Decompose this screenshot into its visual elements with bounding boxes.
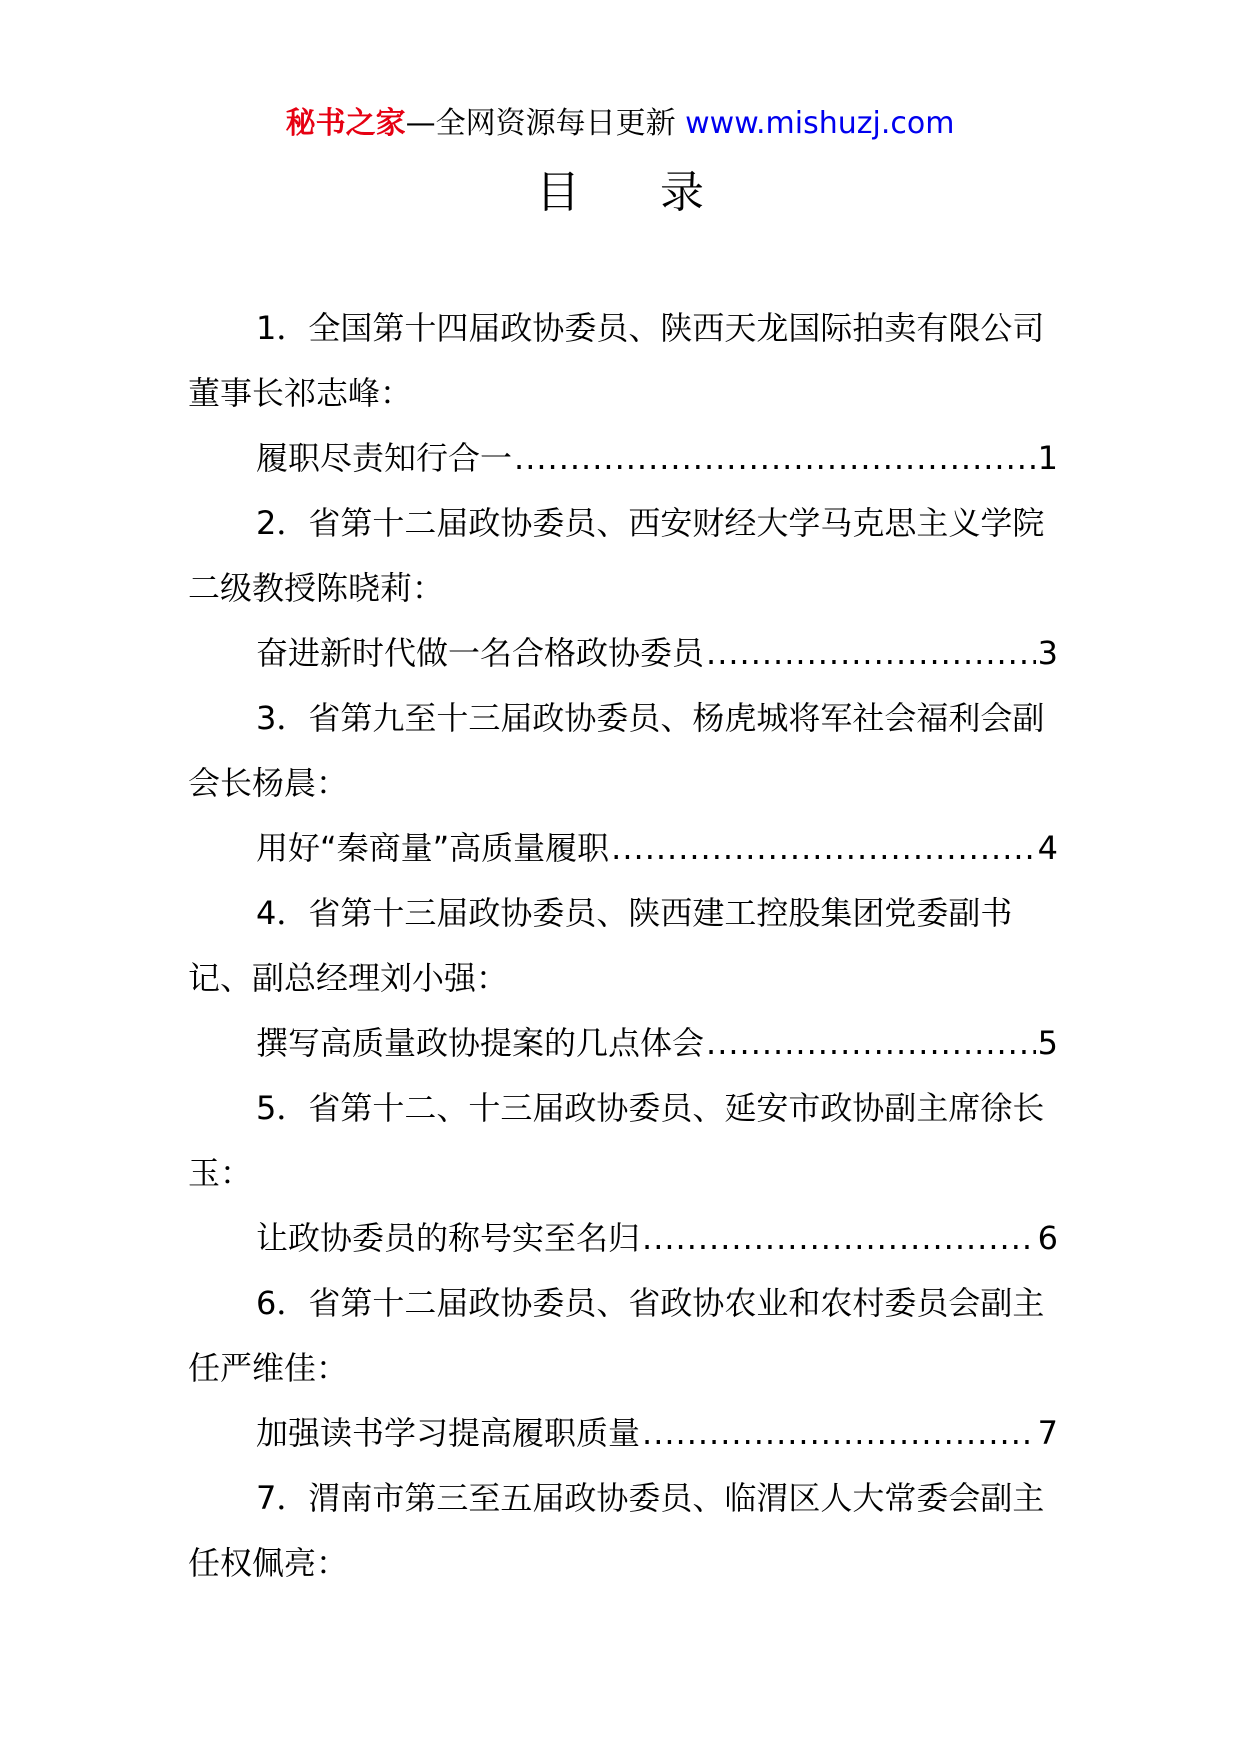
toc-entry-heading: 6．省第十二届政协委员、省政协农业和农村委员会副主任严维佳：: [188, 1284, 1045, 1387]
toc-article-title: 用好“秦商量”高质量履职: [256, 829, 610, 867]
toc-page-number: 1: [1037, 439, 1058, 477]
toc-article-title: 履职尽责知行合一: [256, 439, 513, 477]
toc-entry-link[interactable]: [188, 1206, 1058, 1271]
toc-entry: [188, 1466, 1058, 1596]
toc-entry-heading: 5．省第十二、十三届政协委员、延安市政协副主席徐长玉：: [188, 1089, 1045, 1192]
toc-entry: [188, 686, 1058, 881]
toc-page-number: 4: [1037, 829, 1058, 867]
toc-entry-link[interactable]: [188, 426, 1058, 491]
toc-entry: [188, 491, 1058, 686]
toc-page-number: 3: [1037, 634, 1058, 672]
toc-article-title: 加强读书学习提高履职质量: [256, 1414, 641, 1452]
toc-page-number: 5: [1037, 1024, 1058, 1062]
toc-entry-link[interactable]: [188, 1011, 1058, 1076]
toc-entry-heading: 1．全国第十四届政协委员、陕西天龙国际拍卖有限公司董事长祁志峰：: [188, 309, 1045, 412]
document-title: 目录: [536, 167, 784, 218]
toc-entry-link[interactable]: [188, 816, 1058, 881]
toc-entry: [188, 881, 1058, 1076]
toc-entry-heading: 7．渭南市第三至五届政协委员、临渭区人大常委会副主任权佩亮：: [188, 1479, 1045, 1582]
site-header: [0, 104, 1240, 144]
toc-article-title: 奋进新时代做一名合格政协委员: [256, 634, 705, 672]
toc-entry: [188, 1271, 1058, 1466]
dot-leader: [642, 1401, 1036, 1466]
dot-leader: [642, 1206, 1036, 1271]
site-url-link[interactable]: www.mishuzj.com: [685, 106, 955, 141]
dot-leader: [706, 621, 1036, 686]
toc-entry-link[interactable]: [188, 621, 1058, 686]
toc-entry: [188, 1076, 1058, 1271]
toc-entry-link[interactable]: [188, 1401, 1058, 1466]
toc-article-title: 让政协委员的称号实至名归: [256, 1219, 641, 1257]
toc-page-number: 6: [1037, 1219, 1058, 1257]
toc-entry: [188, 296, 1058, 491]
toc-entry-heading: 2．省第十二届政协委员、西安财经大学马克思主义学院二级教授陈晓莉：: [188, 504, 1045, 607]
toc-entry-heading: 3．省第九至十三届政协委员、杨虎城将军社会福利会副会长杨晨：: [188, 699, 1045, 802]
table-of-contents: [188, 296, 1058, 1596]
toc-article-title: 撰写高质量政协提案的几点体会: [256, 1024, 705, 1062]
toc-page-number: 7: [1037, 1414, 1058, 1452]
toc-entry-heading: 4．省第十三届政协委员、陕西建工控股集团党委副书记、副总经理刘小强：: [188, 894, 1013, 997]
dot-leader: [706, 1011, 1036, 1076]
site-tagline: —全网资源每日更新: [405, 106, 686, 141]
dot-leader: [611, 816, 1035, 881]
site-brand: 秘书之家: [285, 106, 406, 141]
dot-leader: [514, 426, 1036, 491]
